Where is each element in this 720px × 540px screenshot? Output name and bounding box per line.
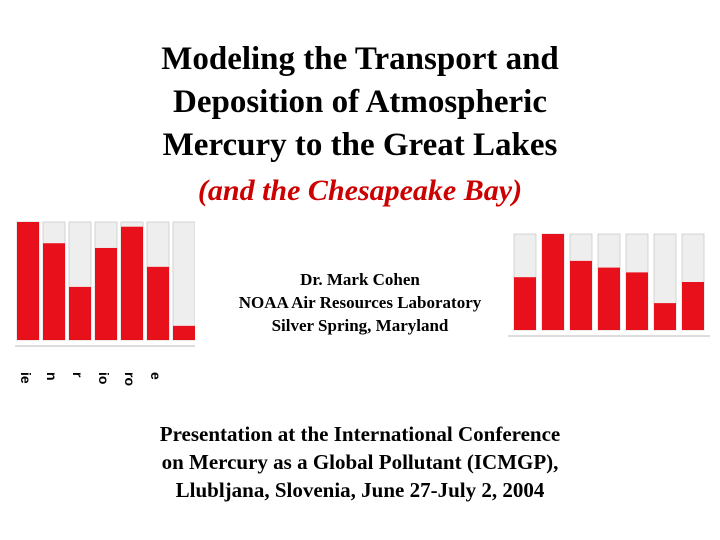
- decorative-tick-label: e: [148, 372, 164, 380]
- bar: [654, 303, 676, 330]
- bar-background: [173, 222, 195, 340]
- presentation-line: on Mercury as a Global Pollutant (ICMGP),: [161, 450, 559, 474]
- bar: [173, 326, 195, 340]
- title-line: Modeling the Transport and: [161, 41, 559, 77]
- decorative-tick-label: ro: [122, 372, 138, 386]
- decorative-tick-label: r: [70, 372, 86, 378]
- author-organization: NOAA Air Resources Laboratory: [238, 293, 482, 312]
- decorative-bar-graphic-right: [508, 228, 720, 368]
- bar: [69, 287, 91, 340]
- bar: [598, 268, 620, 330]
- bar: [95, 248, 117, 340]
- decorative-tick-label: io: [96, 372, 112, 385]
- slide-title: [0, 38, 720, 167]
- presentation-info: [90, 420, 630, 504]
- bar: [147, 267, 169, 340]
- title-line: Mercury to the Great Lakes: [162, 127, 558, 163]
- bar: [121, 227, 143, 340]
- author-name: Dr. Mark Cohen: [300, 270, 420, 289]
- presentation-line: Presentation at the International Conference: [159, 422, 561, 446]
- decorative-tick-label: n: [44, 372, 60, 381]
- decorative-tick-label: ie: [18, 372, 34, 384]
- bar: [542, 234, 564, 330]
- slide-subtitle: (and the Chesapeake Bay): [197, 174, 523, 207]
- bar: [626, 272, 648, 330]
- bar: [570, 261, 592, 330]
- author-location: Silver Spring, Maryland: [271, 316, 449, 335]
- bar: [43, 243, 65, 340]
- title-line: Deposition of Atmospheric: [173, 84, 547, 120]
- presentation-line: Llubljana, Slovenia, June 27-July 2, 2004: [175, 478, 545, 502]
- author-block: [200, 268, 520, 337]
- bar: [682, 282, 704, 330]
- bar: [17, 222, 39, 340]
